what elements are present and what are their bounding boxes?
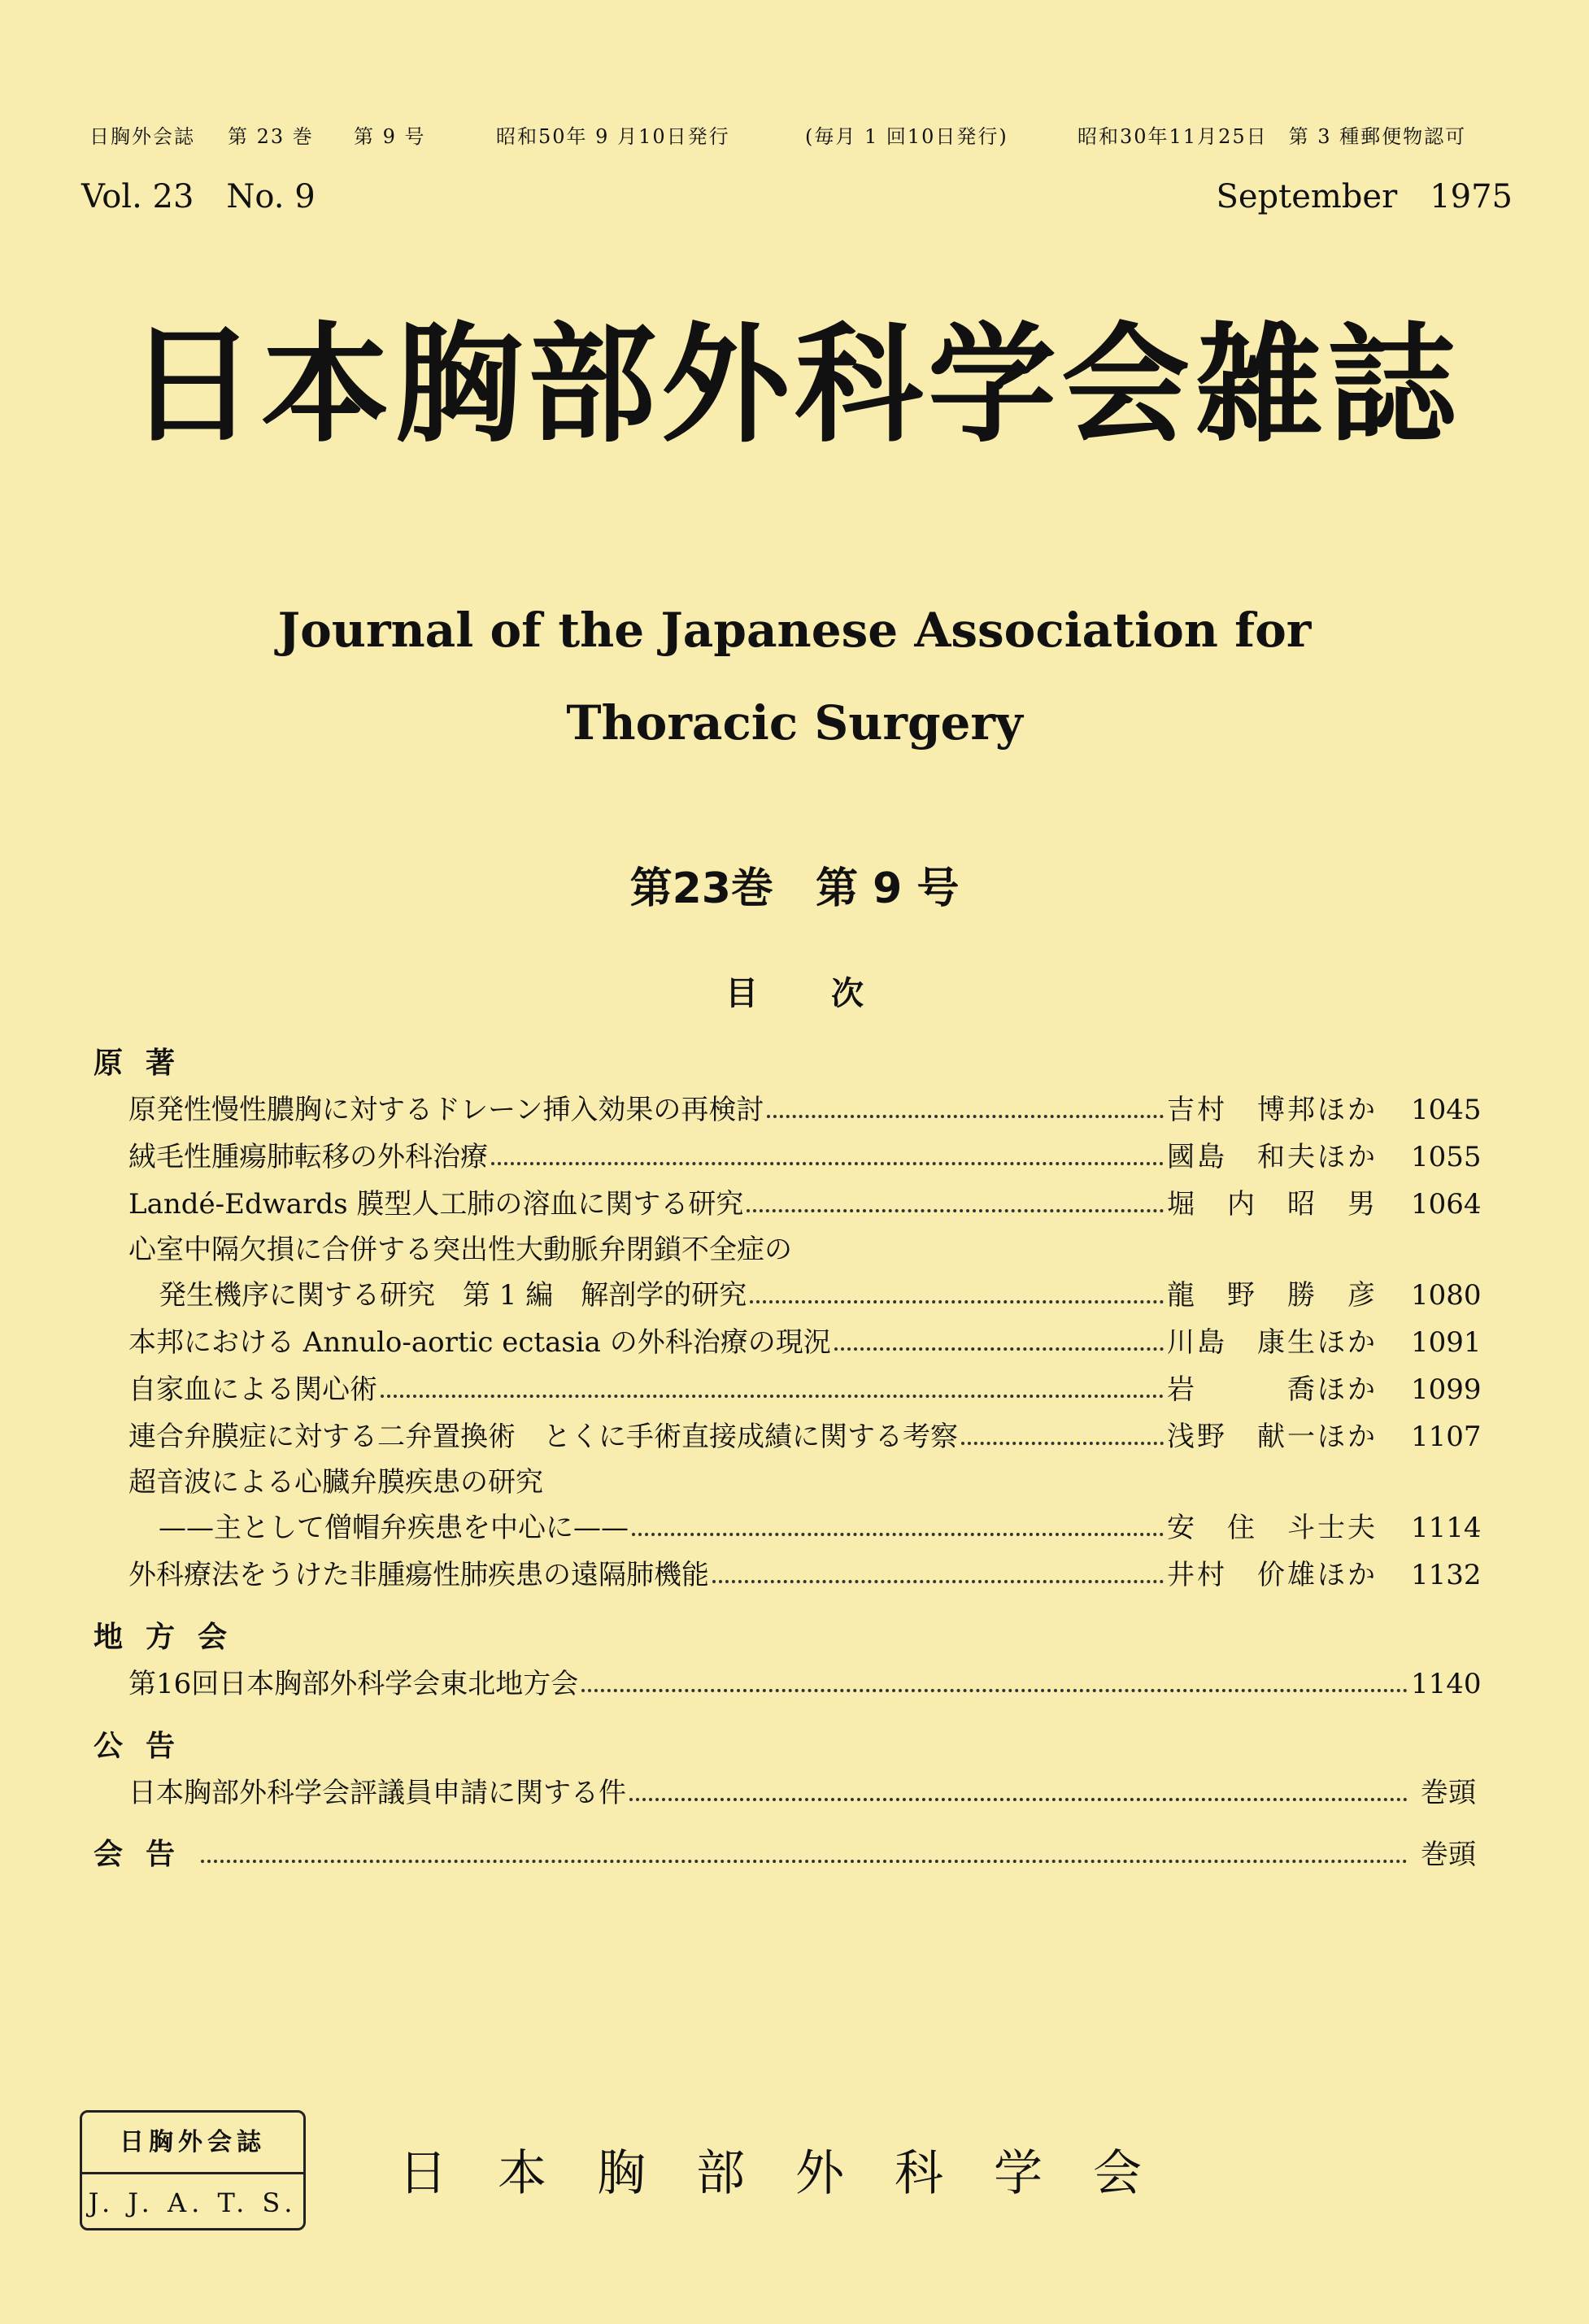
entry-page: 1099 bbox=[1411, 1373, 1482, 1406]
entry-author: 井村 价雄ほか bbox=[1167, 1559, 1378, 1591]
section-society: 会告 bbox=[94, 1838, 198, 1871]
entry-page: 1080 bbox=[1411, 1279, 1482, 1312]
section-original: 原著 bbox=[94, 1047, 198, 1080]
leader-dots bbox=[381, 1395, 1164, 1398]
entry-title: 日本胸部外科学会評議員申請に関する件 bbox=[128, 1777, 626, 1809]
issue-date: September 1975 bbox=[1216, 178, 1513, 215]
entry-author: 浅野 献一ほか bbox=[1167, 1421, 1378, 1453]
volume-number: Vol. 23 No. 9 bbox=[81, 178, 316, 215]
entry-page: 1045 bbox=[1411, 1094, 1482, 1126]
entry-page: 1055 bbox=[1411, 1141, 1482, 1173]
journal-title-en bbox=[0, 584, 1589, 769]
leader-dots bbox=[767, 1115, 1164, 1118]
entry-author: 川島 康生ほか bbox=[1167, 1326, 1378, 1359]
publisher-name: 日本胸部外科学会 bbox=[398, 2145, 1192, 2202]
section-notice: 公告 bbox=[94, 1730, 198, 1763]
entry-title: 発生機序に関する研究 第 1 編 解剖学的研究 bbox=[159, 1279, 747, 1312]
entry-title-line1: 超音波による心臓弁膜疾患の研究 bbox=[128, 1466, 543, 1499]
entry-page: 巻頭 bbox=[1421, 1839, 1476, 1871]
leader-dots bbox=[581, 1689, 1408, 1692]
toc-entry[interactable] bbox=[94, 1134, 1482, 1181]
entry-author: 堀 内 昭 男 bbox=[1167, 1188, 1378, 1221]
leader-dots bbox=[834, 1347, 1164, 1351]
entry-author: 龍 野 勝 彦 bbox=[1167, 1279, 1378, 1312]
leader-dots bbox=[712, 1580, 1164, 1583]
leader-dots bbox=[201, 1860, 1408, 1863]
toc-entry[interactable] bbox=[94, 1181, 1482, 1228]
toc-entry[interactable] bbox=[94, 1366, 1482, 1413]
leader-dots bbox=[750, 1300, 1164, 1303]
entry-title: 第16回日本胸部外科学会東北地方会 bbox=[128, 1668, 579, 1700]
entry-page: 巻頭 bbox=[1421, 1777, 1476, 1809]
toc-entry[interactable] bbox=[94, 1413, 1482, 1460]
journal-title-en-line2: Thoracic Surgery bbox=[566, 695, 1023, 751]
journal-abbrev-badge bbox=[80, 2110, 306, 2230]
leader-dots bbox=[629, 1798, 1408, 1801]
journal-title-en-line1: Journal of the Japanese Association for bbox=[277, 603, 1312, 658]
entry-page: 1064 bbox=[1411, 1188, 1482, 1221]
toc-entry[interactable] bbox=[94, 1769, 1476, 1817]
entry-page: 1114 bbox=[1411, 1512, 1482, 1544]
header-postal-permit: 昭和30年11月25日 第 3 種郵便物認可 bbox=[1077, 125, 1467, 148]
section-regional: 地方会 bbox=[94, 1621, 250, 1654]
leader-dots bbox=[961, 1442, 1164, 1445]
entry-title: 連合弁膜症に対する二弁置換術 とくに手術直接成績に関する考察 bbox=[128, 1421, 958, 1453]
leader-dots bbox=[747, 1209, 1164, 1212]
entry-title: 自家血による関心術 bbox=[128, 1373, 377, 1406]
toc-entry[interactable] bbox=[94, 1504, 1482, 1552]
toc-entry[interactable] bbox=[94, 1660, 1482, 1708]
table-of-contents bbox=[94, 1041, 1482, 1878]
header-volume-jp: 第 23 巻 bbox=[228, 125, 314, 148]
header-abbrev: 日胸外会誌 bbox=[89, 125, 195, 148]
toc-entry[interactable] bbox=[94, 1552, 1482, 1599]
entry-author: 國島 和夫ほか bbox=[1167, 1141, 1378, 1173]
header-number-jp: 第 9 号 bbox=[354, 125, 426, 148]
leader-dots bbox=[632, 1533, 1164, 1536]
toc-entry[interactable] bbox=[94, 1272, 1482, 1319]
entry-page: 1140 bbox=[1411, 1668, 1482, 1700]
entry-author: 安 住 斗士夫 bbox=[1167, 1512, 1378, 1544]
entry-title: Landé-Edwards 膜型人工肺の溶血に関する研究 bbox=[128, 1188, 744, 1221]
toc-entry-society[interactable] bbox=[94, 1831, 1476, 1878]
toc-entry[interactable] bbox=[94, 1086, 1482, 1134]
entry-title: 原発性慢性膿胸に対するドレーン挿入効果の再検討 bbox=[128, 1094, 764, 1126]
journal-title-jp: 日本胸部外科学会雑誌 bbox=[128, 311, 1461, 460]
entry-title: 外科療法をうけた非腫瘍性肺疾患の遠隔肺機能 bbox=[128, 1559, 709, 1591]
badge-en: J. J. A. T. S. bbox=[88, 2187, 298, 2218]
header-frequency: (毎月 1 回10日発行) bbox=[805, 125, 1008, 148]
header-pub-date: 昭和50年 9 月10日発行 bbox=[496, 125, 730, 148]
entry-page: 1107 bbox=[1411, 1421, 1482, 1453]
issue-number: 第23巻 第 9 号 bbox=[629, 864, 960, 913]
toc-entry[interactable] bbox=[94, 1319, 1482, 1366]
badge-jp: 日胸外会誌 bbox=[82, 2113, 303, 2174]
entry-title: 本邦における Annulo-aortic ectasia の外科治療の現況 bbox=[128, 1326, 831, 1359]
entry-page: 1091 bbox=[1411, 1326, 1482, 1359]
entry-author: 岩 喬ほか bbox=[1167, 1373, 1378, 1406]
entry-title: 絨毛性腫瘍肺転移の外科治療 bbox=[128, 1141, 488, 1173]
entry-author: 吉村 博邦ほか bbox=[1167, 1094, 1378, 1126]
leader-dots bbox=[491, 1162, 1164, 1165]
entry-title: ——主として僧帽弁疾患を中心に—— bbox=[159, 1512, 629, 1544]
toc-heading: 目次 bbox=[725, 975, 937, 1012]
entry-title-line1: 心室中隔欠損に合併する突出性大動脈弁閉鎖不全症の bbox=[128, 1234, 792, 1266]
entry-page: 1132 bbox=[1411, 1559, 1482, 1591]
